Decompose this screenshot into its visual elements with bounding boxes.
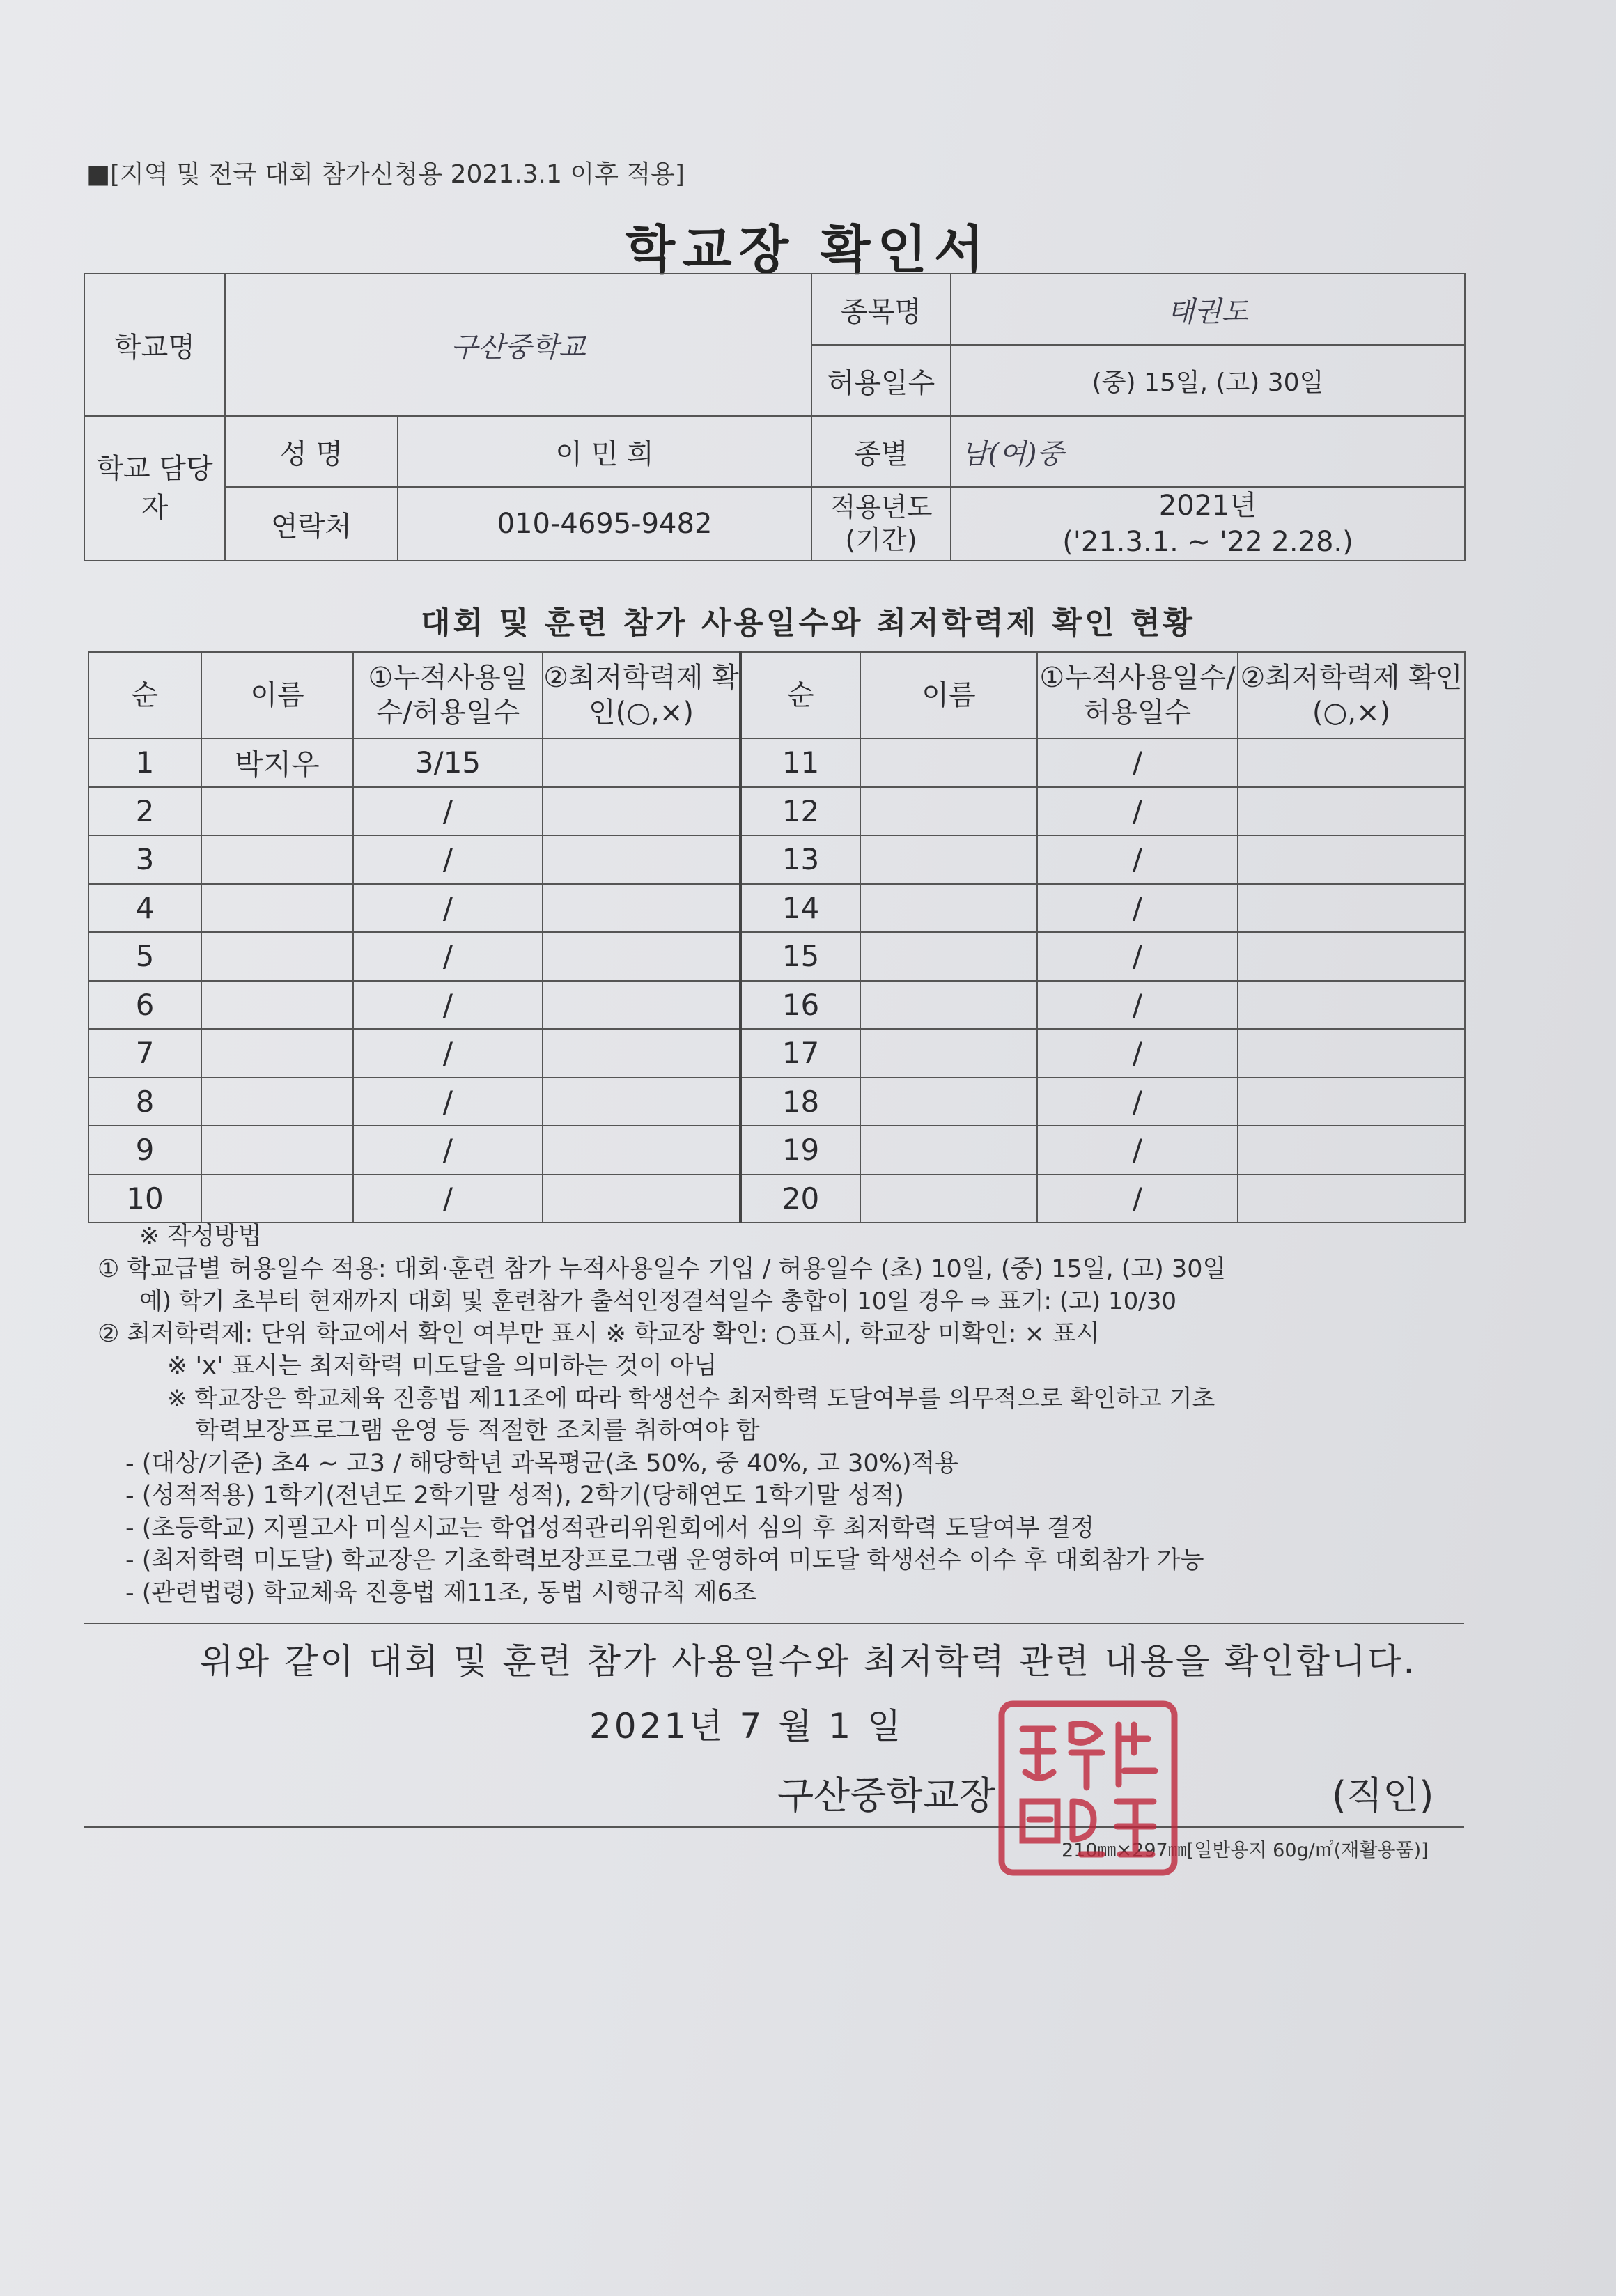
header-note: ■[지역 및 전국 대회 참가신청용 2021.3.1 이후 적용] [86, 160, 685, 189]
roster-cell-confirm [543, 1078, 740, 1126]
writing-instructions [98, 1220, 1463, 1609]
roster-cell-name: 박지우 [201, 738, 353, 787]
roster-cell-days: / [1037, 884, 1238, 933]
table-row [88, 932, 1465, 981]
col-confirm-header: ②최저학력제 확인(○,×) [543, 652, 740, 738]
roster-cell-name [860, 1126, 1037, 1174]
official-seal-stamp [995, 1697, 1181, 1879]
instruction-line: - (대상/기준) 초4 ~ 고3 / 해당학년 과목평균(초 50%, 중 40%, 고 30%)적용 [125, 1449, 959, 1477]
issue-date: 2021년 7 월 1 일 [589, 1706, 904, 1746]
sport-value: 태권도 [951, 274, 1465, 345]
roster-cell-name [860, 787, 1037, 836]
roster-cell-confirm [543, 884, 740, 933]
roster-cell-days: / [353, 787, 543, 836]
roster-cell-confirm [543, 787, 740, 836]
table-row [88, 884, 1465, 933]
roster-cell-days: / [1037, 981, 1238, 1030]
roster-cell-confirm [543, 1174, 740, 1223]
roster-cell-no: 4 [88, 884, 201, 933]
instruction-line: 학력보장프로그램 운영 등 적절한 조치를 취하여야 함 [195, 1417, 760, 1445]
seal-label: (직인) [1332, 1774, 1434, 1817]
roster-cell-no: 10 [88, 1174, 201, 1223]
school-name-label: 학교명 [84, 274, 225, 416]
roster-cell-no: 6 [88, 981, 201, 1030]
col-days-header: ①누적사용일수/허용일수 [1037, 652, 1238, 738]
roster-cell-name [201, 932, 353, 981]
table-row [88, 981, 1465, 1030]
roster-cell-days: / [353, 1126, 543, 1174]
roster-cell-no: 1 [88, 738, 201, 787]
roster-cell-confirm [1238, 884, 1465, 933]
roster-cell-name [201, 1078, 353, 1126]
instruction-line: ※ 'x' 표시는 최저학력 미도달을 의미하는 것이 아님 [167, 1352, 717, 1380]
roster-cell-days: / [353, 1078, 543, 1126]
sport-label: 종목명 [811, 274, 951, 345]
roster-cell-confirm [543, 932, 740, 981]
table-row [88, 738, 1465, 787]
roster-cell-days: / [1037, 932, 1238, 981]
roster-table [88, 651, 1466, 1223]
roster-cell-no: 9 [88, 1126, 201, 1174]
col-confirm-header: ②최저학력제 확인(○,×) [1238, 652, 1465, 738]
instruction-line: - (초등학교) 지필고사 미실시교는 학업성적관리위원회에서 심의 후 최저학력 도달여부 결정 [125, 1514, 1095, 1542]
instruction-line: 예) 학기 초부터 현재까지 대회 및 훈련참가 출석인정결석일수 총합이 10일 경우 ⇨ 표기: (고) 10/30 [139, 1287, 1176, 1315]
roster-cell-days: / [353, 932, 543, 981]
roster-cell-name [201, 1029, 353, 1078]
roster-cell-name [860, 1174, 1037, 1223]
col-no-header: 순 [88, 652, 201, 738]
roster-cell-days: / [1037, 1029, 1238, 1078]
roster-cell-no: 12 [740, 787, 860, 836]
manager-name-label: 성 명 [225, 416, 398, 487]
roster-cell-confirm [1238, 1174, 1465, 1223]
table-row [88, 1174, 1465, 1223]
roster-cell-confirm [1238, 738, 1465, 787]
allowed-days-value: (중) 15일, (고) 30일 [951, 345, 1465, 416]
roster-cell-days: / [1037, 1174, 1238, 1223]
roster-body [88, 738, 1465, 1223]
table-row [88, 787, 1465, 836]
roster-cell-no: 15 [740, 932, 860, 981]
period-value: ('21.3.1. ~ '22 2.28.) [1062, 526, 1353, 558]
roster-cell-confirm [1238, 1078, 1465, 1126]
roster-cell-days: 3/15 [353, 738, 543, 787]
table-row [88, 1029, 1465, 1078]
manager-contact-label: 연락처 [225, 487, 398, 561]
roster-cell-days: / [1037, 787, 1238, 836]
roster-cell-days: / [1037, 835, 1238, 884]
roster-cell-no: 18 [740, 1078, 860, 1126]
roster-cell-name [860, 981, 1037, 1030]
roster-cell-no: 3 [88, 835, 201, 884]
roster-cell-no: 19 [740, 1126, 860, 1174]
instruction-heading: ※ 작성방법 [139, 1223, 262, 1250]
col-days-header: ①누적사용일수/허용일수 [353, 652, 543, 738]
roster-cell-days: / [353, 835, 543, 884]
roster-cell-confirm [1238, 787, 1465, 836]
roster-cell-name [201, 884, 353, 933]
roster-cell-name [201, 1174, 353, 1223]
roster-cell-confirm [1238, 981, 1465, 1030]
roster-cell-no: 8 [88, 1078, 201, 1126]
manager-label: 학교 담당자 [84, 416, 225, 561]
col-name-header: 이름 [201, 652, 353, 738]
manager-name-value: 이 민 희 [398, 416, 811, 487]
year-cell [951, 487, 1465, 561]
roster-cell-confirm [543, 1126, 740, 1174]
divider [84, 1826, 1464, 1828]
table-row [88, 1126, 1465, 1174]
instruction-line: ② 최저학력제: 단위 학교에서 확인 여부만 표시 ※ 학교장 확인: ○표시, 학교장 미확인: × 표시 [98, 1319, 1100, 1348]
roster-cell-name [201, 981, 353, 1030]
roster-cell-confirm [1238, 835, 1465, 884]
roster-cell-days: / [1037, 1126, 1238, 1174]
roster-cell-name [860, 1029, 1037, 1078]
roster-cell-no: 5 [88, 932, 201, 981]
year-label: 적용년도 (기간) [811, 487, 951, 561]
roster-cell-confirm [1238, 932, 1465, 981]
table-row [88, 1078, 1465, 1126]
roster-cell-days: / [353, 1174, 543, 1223]
roster-cell-name [860, 835, 1037, 884]
roster-cell-no: 13 [740, 835, 860, 884]
roster-cell-confirm [543, 1029, 740, 1078]
roster-cell-name [860, 1078, 1037, 1126]
roster-cell-name [201, 787, 353, 836]
allowed-days-label: 허용일수 [811, 345, 951, 416]
roster-cell-no: 11 [740, 738, 860, 787]
roster-cell-no: 17 [740, 1029, 860, 1078]
roster-cell-no: 7 [88, 1029, 201, 1078]
roster-cell-days: / [353, 981, 543, 1030]
school-name-value: 구산중학교 [225, 274, 811, 416]
school-info-table [84, 273, 1466, 561]
roster-cell-confirm [543, 981, 740, 1030]
instruction-line: - (최저학력 미도달) 학교장은 기초학력보장프로그램 운영하여 미도달 학생선수 이수 후 대회참가 가능 [125, 1546, 1204, 1574]
roster-cell-name [201, 835, 353, 884]
roster-cell-confirm [1238, 1126, 1465, 1174]
roster-cell-no: 14 [740, 884, 860, 933]
instruction-line: - (관련법령) 학교체육 진흥법 제11조, 동법 시행규칙 제6조 [125, 1578, 756, 1607]
roster-cell-days: / [1037, 1078, 1238, 1126]
roster-cell-confirm [543, 835, 740, 884]
roster-cell-days: / [353, 884, 543, 933]
instruction-line: ※ 학교장은 학교체육 진흥법 제11조에 따라 학생선수 최저학력 도달여부를 의무적으로 확인하고 기초 [167, 1384, 1215, 1413]
roster-cell-no: 20 [740, 1174, 860, 1223]
roster-cell-no: 2 [88, 787, 201, 836]
gender-label: 종별 [811, 416, 951, 487]
instruction-line: - (성적적용) 1학기(전년도 2학기말 성적), 2학기(당해연도 1학기말 성적) [125, 1482, 904, 1510]
gender-value: 남(여)중 [951, 416, 1465, 487]
roster-cell-name [201, 1126, 353, 1174]
col-name-header: 이름 [860, 652, 1037, 738]
roster-cell-name [860, 884, 1037, 933]
confirmation-statement: 위와 같이 대회 및 훈련 참가 사용일수와 최저학력 관련 내용을 확인합니다. [199, 1641, 1417, 1682]
table-row [88, 835, 1465, 884]
section-title: 대회 및 훈련 참가 사용일수와 최저학력제 확인 현황 [421, 605, 1195, 641]
roster-cell-no: 16 [740, 981, 860, 1030]
roster-cell-days: / [1037, 738, 1238, 787]
roster-cell-confirm [1238, 1029, 1465, 1078]
col-no-header: 순 [740, 652, 860, 738]
roster-cell-name [860, 932, 1037, 981]
roster-cell-confirm [543, 738, 740, 787]
roster-cell-name [860, 738, 1037, 787]
instruction-line: ① 학교급별 허용일수 적용: 대회·훈련 참가 누적사용일수 기입 / 허용일수 (초) 10일, (중) 15일, (고) 30일 [98, 1255, 1227, 1283]
year-value: 2021년 [1158, 490, 1257, 522]
page-title: 학교장 확인서 [625, 220, 991, 280]
principal-title: 구산중학교장 [777, 1774, 995, 1817]
paper-spec: 210㎜×297㎜[일반용지 60g/㎡(재활용품)] [1062, 1840, 1429, 1861]
manager-contact-value: 010-4695-9482 [398, 487, 811, 561]
roster-cell-days: / [353, 1029, 543, 1078]
divider [84, 1623, 1464, 1624]
roster-header-row [88, 652, 1465, 738]
